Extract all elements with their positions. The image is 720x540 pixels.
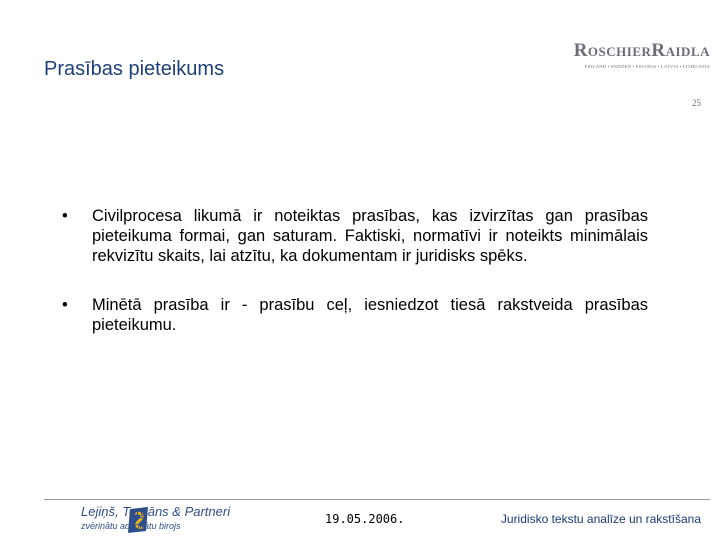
bullet-list <box>62 206 648 335</box>
list-item <box>62 206 648 266</box>
footer-date: 19.05.2006. <box>325 512 405 526</box>
firm-name: Lejiņš, Torgāns & Partneri <box>81 504 231 519</box>
logo-tagline: FINLAND • SWEDEN • ESTONIA • LATVIA • LITHUANIA <box>584 64 710 69</box>
roschier-raidla-logo <box>535 40 710 69</box>
bullet-marker: • <box>62 207 68 225</box>
list-item <box>62 295 648 335</box>
footer-divider <box>44 499 710 500</box>
firm-subtitle: zvērinātu advokātu birojs <box>81 521 181 531</box>
logo-name: RoschierRaidla <box>573 40 710 61</box>
bullet-text: Civilprocesa likumā ir noteiktas prasības, kas izvirzītas gan prasības pieteikuma formai, gan saturam. Faktiski, normatīvi ir noteikts minimālais rekvizītu skaits, lai atzītu, ka dokumentam ir juridisks spēks. <box>92 207 648 265</box>
bullet-text: Minētā prasība ir - prasību ceļ, iesniedzot tiesā rakstveida prasības pieteikumu. <box>92 296 648 334</box>
slide-title: Prasības pieteikums <box>44 58 225 80</box>
bullet-marker: • <box>62 296 68 314</box>
page-number: 25 <box>692 98 701 108</box>
footer-subject: Juridisko tekstu analīze un rakstīšana <box>500 512 701 526</box>
